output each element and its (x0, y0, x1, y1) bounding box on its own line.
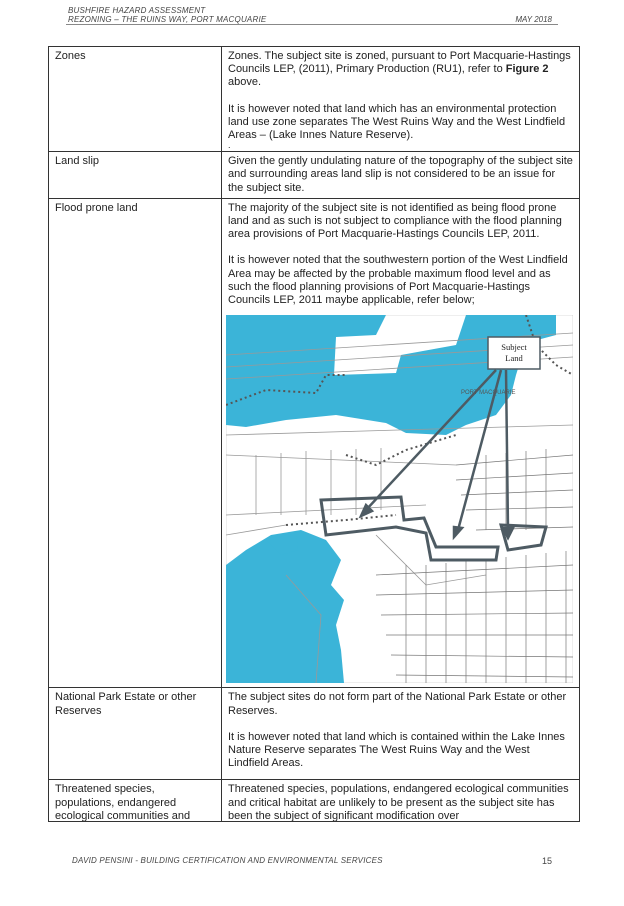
table-row-flood (49, 198, 580, 688)
row-label: Land slip (49, 152, 222, 199)
header-title: BUSHFIRE HAZARD ASSESSMENT (68, 6, 206, 15)
flood-map (226, 315, 579, 687)
header-date: MAY 2018 (515, 15, 552, 24)
flood-map-image (226, 315, 573, 683)
national-park-paragraph-2: It is however noted that land which is contained within the Lake Innes Nature Reserve separates The West Ruins Way and the West Lindfield Areas. (228, 730, 565, 770)
national-park-paragraph-1: The subject sites do not form part of the National Park Estate or other Reserves. (228, 691, 567, 717)
land-slip-paragraph: Given the gently undulating nature of the topography of the subject site and surrounding areas land slip is not considered to be an issue for the subject site. (228, 155, 573, 194)
figure-reference: Figure 2 (505, 63, 549, 76)
row-content (222, 152, 580, 199)
flood-paragraph-2: It is however noted that the southwestern portion of the West Lindfield Area may be affected by the probable maximum flood level and as such the flood planning provisions of Port Macquarie-Hastings Councils LEP, 2011 maybe applicable, refer below; (228, 254, 568, 307)
threatened-label: Threatened species, populations, endangered ecological communities and (55, 783, 191, 822)
threatened-paragraph: Threatened species, populations, endangered ecological communities and critical habitat are unlikely to be present as the subject site has been the subject of significant modification over (228, 783, 569, 822)
header-subtitle: REZONING – THE RUINS WAY, PORT MACQUARIE (68, 15, 267, 24)
zones-paragraph-2: It is however noted that land which has an environmental protection land use zone separates The West Ruins Way and the West Lindfield Areas – (Lake Innes Nature Reserve). (228, 102, 566, 142)
table-row-national-park (49, 688, 580, 780)
row-label: Flood prone land (49, 198, 222, 688)
table-row-land-slip (49, 152, 580, 199)
row-label: Zones (49, 47, 222, 152)
flood-paragraph-1: The majority of the subject site is not identified as being flood prone land and as such is not subject to compliance with the flood planning area provisions of Port Macquarie-Hastings Councils LEP, 2011. (228, 201, 562, 241)
zones-paragraph-1: Zones. The subject site is zoned, pursuant to Port Macquarie-Hastings Councils LEP, (2011), Primary Production (RU1), refer to Figure 2 above. (228, 50, 571, 89)
callout-line-1: Subject (501, 342, 527, 353)
row-label (49, 780, 222, 822)
footer-text: DAVID PENSINI - BUILDING CERTIFICATION AND ENVIRONMENTAL SERVICES (72, 856, 383, 865)
page-number: 15 (541, 856, 552, 866)
table-row-threatened (49, 780, 580, 822)
row-content (222, 780, 580, 822)
row-content (222, 688, 580, 780)
row-content (222, 47, 580, 152)
row-content (222, 198, 580, 688)
row-label: National Park Estate or other Reserves (49, 688, 222, 780)
page-header (68, 6, 266, 24)
place-label: PORT MACQUARIE (461, 390, 516, 397)
callout-line-2: Land (505, 353, 523, 364)
constraints-table (48, 46, 580, 822)
stray-dot: . (228, 140, 231, 151)
table-row-zones (49, 47, 580, 152)
header-rule (66, 24, 558, 25)
